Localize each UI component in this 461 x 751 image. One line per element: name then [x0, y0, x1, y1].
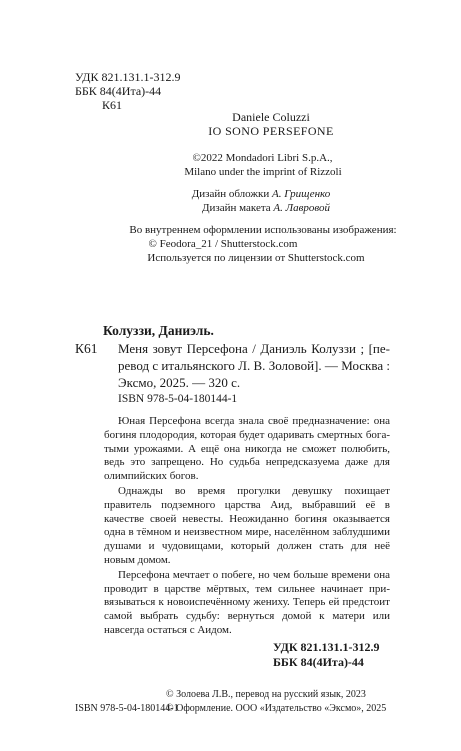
bbk-code-top: ББК 84(4Ита)-44 [75, 84, 162, 98]
cover-design-credit [177, 188, 345, 201]
catalog-author-heading: Колуззи, Даниэль. [103, 323, 214, 338]
original-author: Daniele Coluzzi [232, 110, 310, 124]
annotation-paragraph: Персефона мечтает о побеге, но чем больше времени она проводит в царстве мёртвых, тем сильнее начинает привязываться к новоиспечённому жениху. Теперь ей предстоит самой выбрать судьбу: вернуться домой к матери или навсегда остаться с Аидом. [104, 568, 390, 636]
original-imprint: Milano under the imprint of Rizzoli [184, 166, 342, 178]
catalog-description: Меня зовут Персефона / Даниэль Колуззи ; [перевод с итальянского Л. В. Золовой]. — Москва : Эксмо, 2025. — 320 с. [118, 341, 390, 390]
footer-isbn: ISBN 978-5-04-180144-1 [75, 703, 179, 714]
author-mark-top: К61 [102, 98, 123, 112]
udk-code-top: УДК 821.131.1-312.9 [75, 70, 181, 84]
layout-designer-name: А. Лавровой [273, 202, 330, 214]
design-copyright: © Оформление. ООО «Издательство «Эксмо», 2025 [166, 703, 387, 714]
annotation-paragraph: Однажды во время прогулки девушку похищает правитель подземного царства Аид, выбравший её в качестве своей невесты. Неожиданно богиня оказывается одна в тёмном и неизвестном мире, населённом заблудшими душами и чудовищами, который должен стать для неё новым домом. [104, 484, 390, 566]
images-notice-line: Во внутреннем оформлении использованы изображения: [129, 224, 397, 236]
udk-code-bottom: УДК 821.131.1-312.9 [273, 640, 380, 654]
translation-copyright: © Золоева Л.В., перевод на русский язык, 2023 [166, 689, 366, 700]
original-title: IO SONO PERSEFONE [208, 124, 334, 138]
catalog-isbn: ISBN 978-5-04-180144-1 [118, 393, 238, 405]
bbk-code-bottom: ББК 84(4Ита)-44 [273, 655, 364, 669]
layout-design-label: Дизайн макета [201, 202, 274, 214]
annotation [104, 415, 390, 638]
layout-design-credit [182, 202, 350, 215]
images-credit-line: © Feodora_21 / Shutterstock.com [148, 238, 298, 250]
cover-designer-name: А. Грищенко [271, 188, 331, 200]
catalog-mark: К61 [75, 341, 98, 356]
cover-design-label: Дизайн обложки [191, 188, 272, 200]
annotation-paragraph: Юная Персефона всегда знала своё предназначение: она богиня плодородия, которая будет одаривать смертных богатыми урожаями. А ещё она никогда не сможет полюбить, ведь это запрещено. Но судьба непредсказуема даже для олимпийских богов. [104, 415, 390, 483]
original-copyright: ©2022 Mondadori Libri S.p.A., [192, 152, 333, 164]
license-line: Используется по лицензии от Shutterstock.com [147, 252, 365, 264]
